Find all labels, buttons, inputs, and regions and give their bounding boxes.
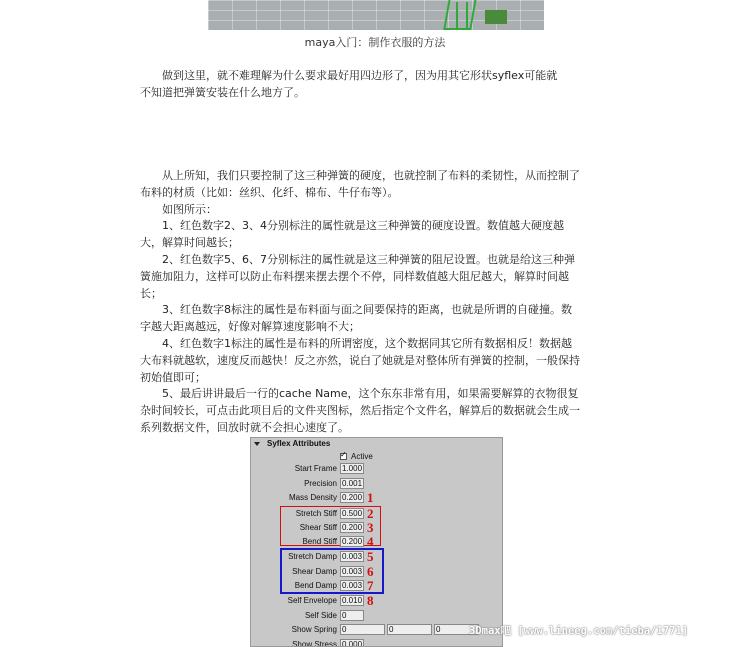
paragraph-2 [140,168,580,437]
text-line: 4、红色数字1标注的属性是布料的所谓密度，这个数据同其它所有数据相反！数据越 [162,336,572,350]
attr-row-show-spring [251,624,502,636]
attr-row-stretch-damp [251,551,502,563]
attr-row-self-envelope [251,595,502,607]
attr-row-stretch-stiff [251,508,502,520]
attr-field[interactable]: 0.200 [342,493,363,502]
panel-header[interactable] [251,438,502,451]
attr-label: Stretch Stiff [295,509,337,518]
attr-row-bend-damp [251,580,502,592]
attr-field[interactable]: 0.500 [342,509,363,518]
attr-field[interactable]: 0.200 [342,537,363,546]
annotation-number: 3 [367,520,374,535]
attr-label: Self Side [304,611,337,620]
attr-row-precision [251,478,502,490]
annotation-number: 8 [367,593,374,608]
attr-row-mass-density [251,492,502,504]
attr-field[interactable]: 0 [387,624,432,635]
attr-field[interactable]: 0 [340,610,364,621]
annotation-number: 2 [367,506,374,521]
top-screenshot-image [208,0,544,30]
attr-field[interactable]: 0.003 [342,581,363,590]
attr-field[interactable]: 0.200 [342,523,363,532]
active-checkbox[interactable] [340,453,347,460]
panel-title: Syflex Attributes [267,439,331,448]
text-line: 簧施加阻力，这样可以防止布料摆来摆去摆个不停，同样数值越大阻尼越大，解算时间越 [140,269,569,283]
attr-field[interactable]: 0.003 [342,552,363,561]
text-line: 杂时间较长，可点击此项目后的文件夹图标，然后指定个文件名，解算后的数据就会生成一 [140,404,580,418]
attr-label: Stretch Damp [288,552,337,561]
attr-row-self-side [251,610,502,622]
attr-field[interactable]: 0 [434,624,479,635]
attr-label: Shear Damp [292,567,337,576]
annotation-number: 4 [367,534,374,549]
text-line: 2、红色数字5、6、7分别标注的属性就是这三种弹簧的阻尼设置。也就是给这三种弹 [162,252,575,266]
attr-label: Start Frame [294,464,337,473]
text-line: 如图所示： [162,202,217,216]
text-line: 长； [140,286,162,300]
attr-label: Self Envelope [287,596,337,605]
attr-label: Precision [304,479,337,488]
attr-field[interactable]: 1.000 [342,464,363,473]
annotation-number: 1 [367,490,374,505]
attr-label: Mass Density [288,493,337,502]
text-line: 系列数据文件，回放时就不会担心速度了。 [140,420,349,434]
attr-row-show-stress [251,639,502,647]
syflex-attributes-panel [250,437,503,647]
text-line: 从上所知，我们只要控制了这三种弹簧的硬度，也就控制了布料的柔韧性，从而控制了 [162,169,580,182]
attr-label: Bend Damp [294,581,337,590]
image-caption: maya入门：制作衣服的方法 [304,36,446,49]
text-line: 1、红色数字2、3、4分别标注的属性就是这三种弹簧的硬度设置。数值越大硬度越 [162,219,564,233]
text-line: 大布料就越软，速度反而越快！反之亦然，说白了她就是对整体所有弹簧的控制，一般保持 [140,353,580,367]
annotation-number: 7 [367,578,374,593]
viewport-label-icon [485,10,507,24]
attr-field[interactable]: 0 [340,624,385,635]
text-line: 布料的材质（比如：丝织、化纤、棉布、牛仔布等）。 [140,185,399,199]
text-line: 5、最后讲讲最后一行的cache Name，这个东东非常有用，如果需要解算的衣物很复 [162,387,579,401]
attr-row-start-frame [251,463,502,475]
attr-label: Bend Stiff [302,537,337,546]
text-line: 大，解算时间越长； [140,236,239,250]
attr-label: Shear Stiff [299,523,337,532]
text-line: 字越大距离越远，好像对解算速度影响不大； [140,320,360,334]
attr-field[interactable]: 0.001 [342,479,363,488]
annotation-number: 6 [367,564,374,579]
text-line: 3、红色数字8标注的属性是布料面与面之间要保持的距离，也就是所谓的自碰撞。数 [162,303,572,317]
active-label: Active [351,452,373,461]
watermark: 3Dmax吧 [www.lineeg.com/tieba/1771] [469,625,689,637]
attr-field[interactable]: 0.003 [342,567,363,576]
attr-row-bend-stiff [251,536,502,548]
attr-row-shear-damp [251,566,502,578]
attr-field[interactable]: 0.000 [340,639,364,647]
text-line: 做到这里，就不难理解为什么要求最好用四边形了，因为用其它形状syflex可能就 [162,69,558,82]
attr-label: Show Stress [292,640,337,647]
attr-field[interactable]: 0.010 [342,596,363,605]
attr-row-shear-stiff [251,522,502,534]
text-line: 初始值即可； [140,370,206,384]
text-line: 不知道把弹簧安装在什么地方了。 [140,85,305,99]
active-checkbox-row[interactable] [340,451,373,462]
collapse-arrow-icon[interactable] [254,442,260,446]
paragraph-1 [140,68,580,102]
annotation-number: 5 [367,549,374,564]
attr-label: Show Spring [291,625,337,634]
